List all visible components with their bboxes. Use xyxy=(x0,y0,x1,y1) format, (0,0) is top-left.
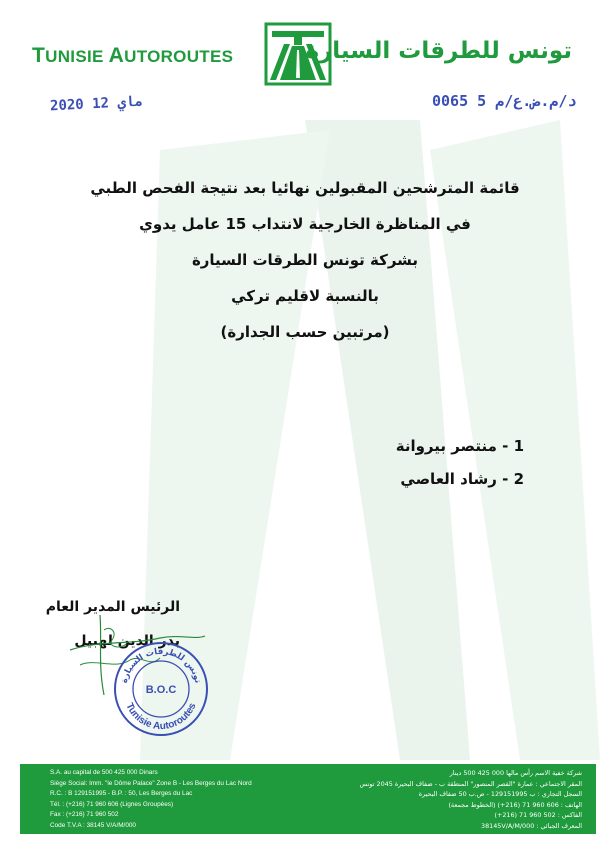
footer-line: R.C. : B 129151995 - B.P. : 50, Les Berges du Lac xyxy=(50,790,193,798)
footer-line: Tél. : (+216) 71 960 606 (Lignes Groupées) xyxy=(50,800,174,808)
footer-line: Siège Social: Imm. "le Dôme Palace" Zone B - Les Berges du Lac Nord xyxy=(50,779,252,787)
title-line: قائمة المترشحين المقبولين نهائيا بعد نتيجة الفحص الطبي xyxy=(90,179,520,197)
seal-ring-bottom-text: Tunisie Autoroutes xyxy=(123,701,199,733)
footer-line: الهاتف : 606 960 71 (216+) (الخطوط مجمعة) xyxy=(448,800,582,809)
list-item-name: - منتصر بيروانة xyxy=(395,437,509,455)
list-item-name: - رشاد العاصي xyxy=(400,470,509,488)
signatory-role: الرئيس المدير العام xyxy=(45,599,180,615)
footer-line: المعرف الجبائي : 38145V/A/M/000 xyxy=(481,821,582,830)
company-footer xyxy=(20,764,596,834)
title-line: بالنسبة لاقليم تركي xyxy=(231,287,379,305)
list-item xyxy=(300,430,524,463)
date-stamp: 2020 ماي 12 xyxy=(49,93,144,115)
footer-line: شركة خفية الاسم رأس مالها 000 425 500 دينار xyxy=(449,769,582,777)
footer-line: Fax : (+216) 71 960 502 xyxy=(50,811,119,819)
title-line: بشركة تونس الطرقات السيارة xyxy=(191,251,419,269)
title-line: (مرتبين حسب الجدارة) xyxy=(220,323,390,341)
footer-line: الفاكس : 502 960 71 (216+) xyxy=(494,811,582,820)
footer-line: Code T.V.A : 38145 V/A/M/000 xyxy=(50,821,136,829)
footer-details-arabic xyxy=(342,768,582,832)
list-item-number: 2 xyxy=(513,470,524,488)
reference-stamp: د/م.ض.ع/م 5 0065 xyxy=(432,92,577,110)
footer-line: S.A. au capital de 500 425 000 Dinars xyxy=(50,769,158,776)
brand-name-arabic: تونس للطرقات السيارة xyxy=(305,38,572,64)
company-seal xyxy=(112,640,210,738)
document-title xyxy=(60,170,550,350)
footer-line: السجل التجاري : ب 129151995 - ص.ب 50 ضفاف البحيرة xyxy=(418,790,582,799)
footer-line: المقر الاجتماعي : عمارة "القصر المنصور" المنطقة ب - ضفاف البحيرة 2045 تونس xyxy=(359,779,582,788)
seal-center-text: B.O.C xyxy=(145,684,177,696)
candidate-list xyxy=(300,430,524,496)
signatory-name: بدر الدين لهبيل xyxy=(74,633,180,649)
seal-ring-top-text: تونس للطرقات السيارة xyxy=(119,646,203,685)
list-item-number: 1 xyxy=(513,437,524,455)
list-item xyxy=(300,463,524,496)
title-line: في المناظرة الخارجية لانتداب 15 عامل يدوي xyxy=(139,215,471,233)
brand-name-french: TUNISIE AUTOROUTES xyxy=(32,44,234,67)
footer-details-french xyxy=(50,768,290,832)
